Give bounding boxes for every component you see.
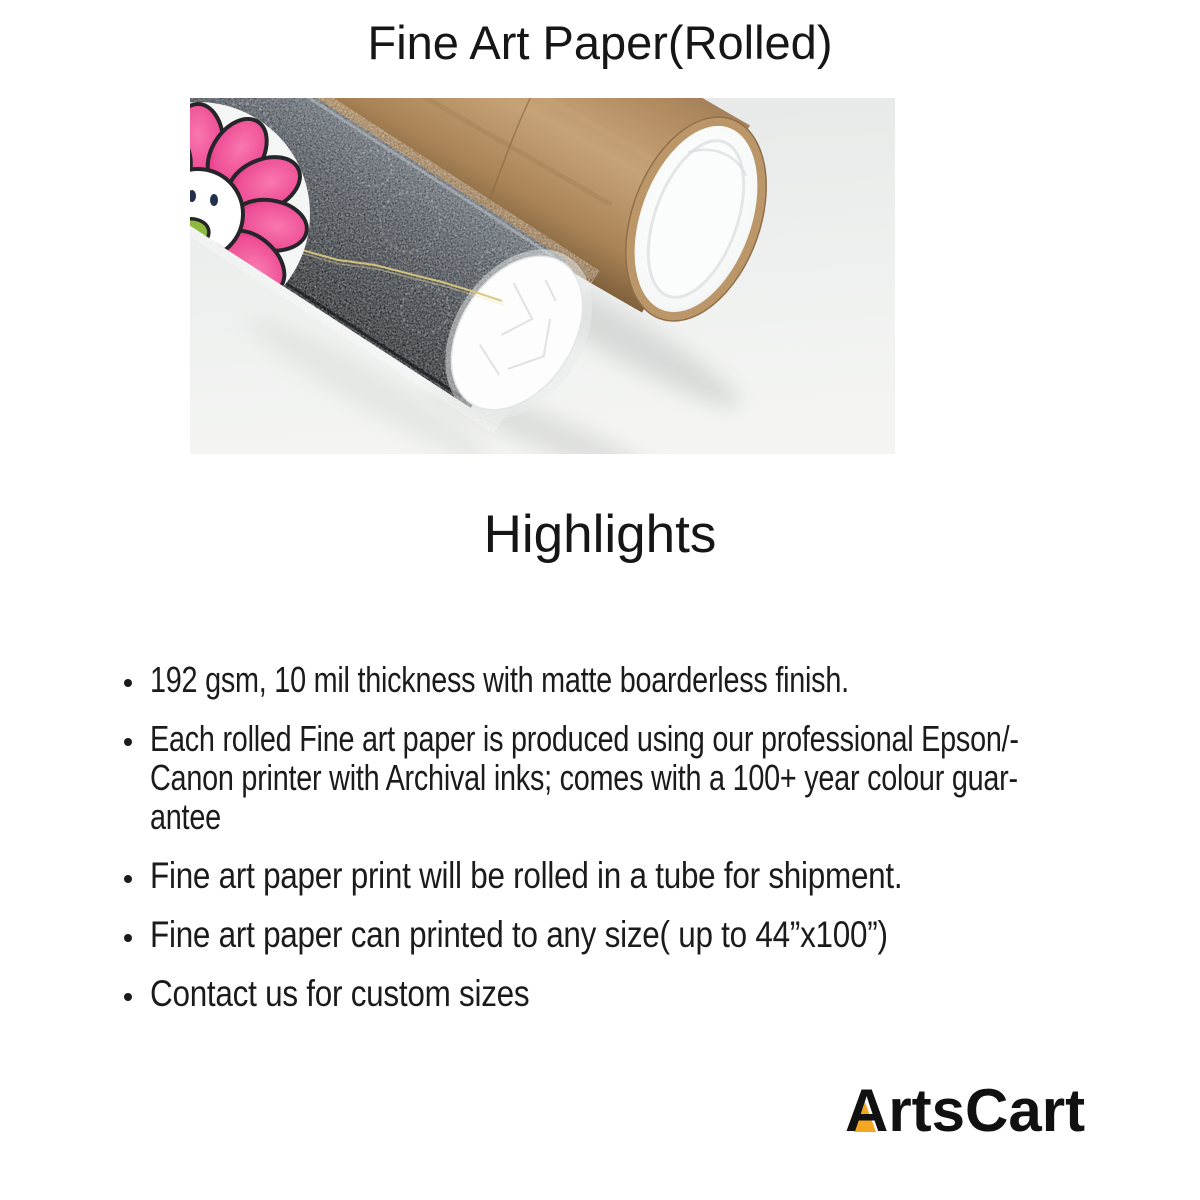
bullet-text: Fine art paper can printed to any size( up to 44”x100”) [150,914,888,955]
bullet-text: antee [150,796,221,837]
logo-text: ArtsCart [845,1077,1086,1144]
list-item [120,915,1180,954]
highlights-heading: Highlights [483,505,717,564]
bullet-dot [124,993,132,1001]
list-item [120,660,1180,699]
bullet-text: 192 gsm, 10 mil thickness with matte boarderless finish. [150,659,849,700]
bullet-text: Each rolled Fine art paper is produced using our professional Epson/- [150,718,1019,759]
bullet-dot [124,875,132,883]
page-title: Fine Art Paper(Rolled) [367,16,833,69]
bullet-text: Fine art paper print will be rolled in a tube for shipment. [150,855,903,896]
bullet-text: Canon printer with Archival inks; comes with a 100+ year colour guar- [150,757,1018,798]
list-item [120,719,1180,836]
list-item [120,856,1180,895]
product-photo-illustration [190,98,895,454]
bullet-text: Contact us for custom sizes [150,973,530,1014]
bullet-dot [124,934,132,942]
bullet-dot [124,679,132,687]
artscart-logo [845,1077,1086,1144]
product-photo [190,98,895,454]
highlights-list [120,660,1180,1033]
list-item [120,974,1180,1013]
bullet-dot [124,738,132,746]
